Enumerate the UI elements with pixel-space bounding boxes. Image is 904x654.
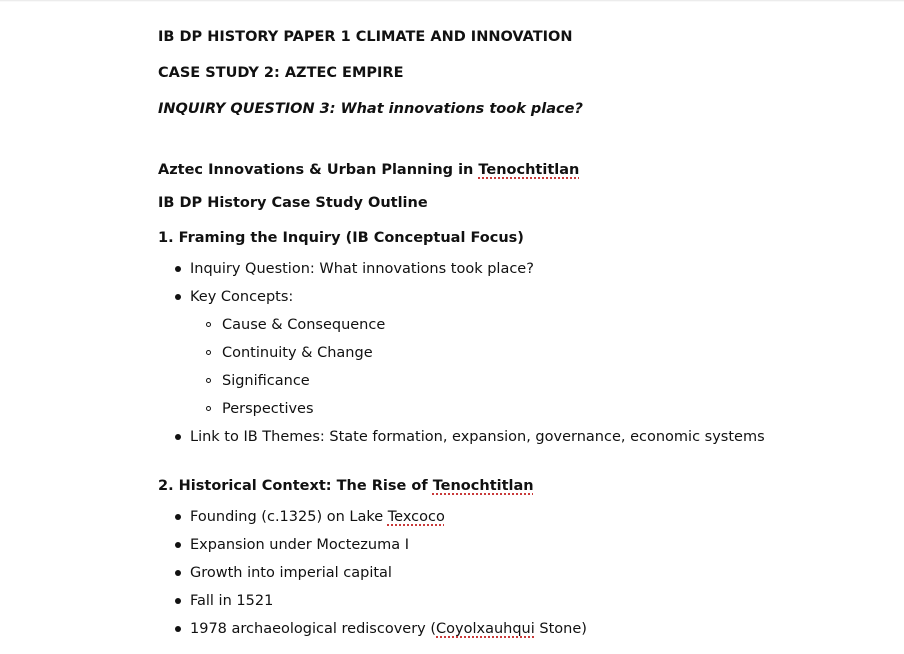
section-1-heading: 1. Framing the Inquiry (IB Conceptual Focus) — [158, 230, 524, 246]
bullet-circle — [206, 350, 211, 355]
list-item-text — [190, 507, 445, 527]
outline-subheading: IB DP History Case Study Outline — [158, 195, 428, 211]
list-item-text: Cause & Consequence — [222, 317, 386, 333]
case-study-heading: CASE STUDY 2: AZTEC EMPIRE — [158, 65, 404, 81]
rediscovery-text: 1978 archaeological rediscovery ( — [190, 621, 437, 637]
top-border — [0, 0, 904, 2]
list-item-text: Growth into imperial capital — [190, 565, 392, 581]
section-2-heading-text: 2. Historical Context: The Rise of — [158, 478, 433, 494]
list-item-text: Inquiry Question: What innovations took place? — [190, 261, 534, 277]
list-item-text: Continuity & Change — [222, 345, 373, 361]
rediscovery-name: Coyolxauhqui — [436, 621, 535, 637]
section-2-heading-place: Tenochtitlan — [432, 478, 534, 494]
bullet-circle — [206, 406, 211, 411]
bullet-dot — [175, 626, 181, 632]
list-item-text: Expansion under Moctezuma I — [190, 537, 410, 553]
list-item-text: Perspectives — [222, 401, 314, 417]
bullet-dot — [175, 514, 181, 520]
list-item-text: Significance — [222, 373, 310, 389]
list-item-text — [190, 619, 587, 639]
bullet-dot — [175, 598, 181, 604]
list-item-text: Key Concepts: — [190, 289, 294, 305]
inquiry-question-heading: INQUIRY QUESTION 3: What innovations took place? — [158, 101, 583, 117]
outline-heading-text: Aztec Innovations & Urban Planning in — [158, 162, 479, 178]
list-item-text: Fall in 1521 — [190, 593, 274, 609]
section-2-heading — [158, 476, 534, 496]
outline-heading-place: Tenochtitlan — [478, 162, 580, 178]
founding-place: Texcoco — [387, 509, 445, 525]
bullet-dot — [175, 570, 181, 576]
bullet-circle — [206, 378, 211, 383]
bullet-dot — [175, 294, 181, 300]
outline-heading — [158, 160, 579, 180]
document-title: IB DP HISTORY PAPER 1 CLIMATE AND INNOVATION — [158, 29, 573, 45]
founding-text: Founding (c.1325) on Lake — [190, 509, 388, 525]
bullet-circle — [206, 322, 211, 327]
bullet-dot — [175, 542, 181, 548]
bullet-dot — [175, 266, 181, 272]
list-item-text: Link to IB Themes: State formation, expansion, governance, economic systems — [190, 429, 765, 445]
bullet-dot — [175, 434, 181, 440]
rediscovery-suffix: Stone) — [534, 621, 587, 637]
